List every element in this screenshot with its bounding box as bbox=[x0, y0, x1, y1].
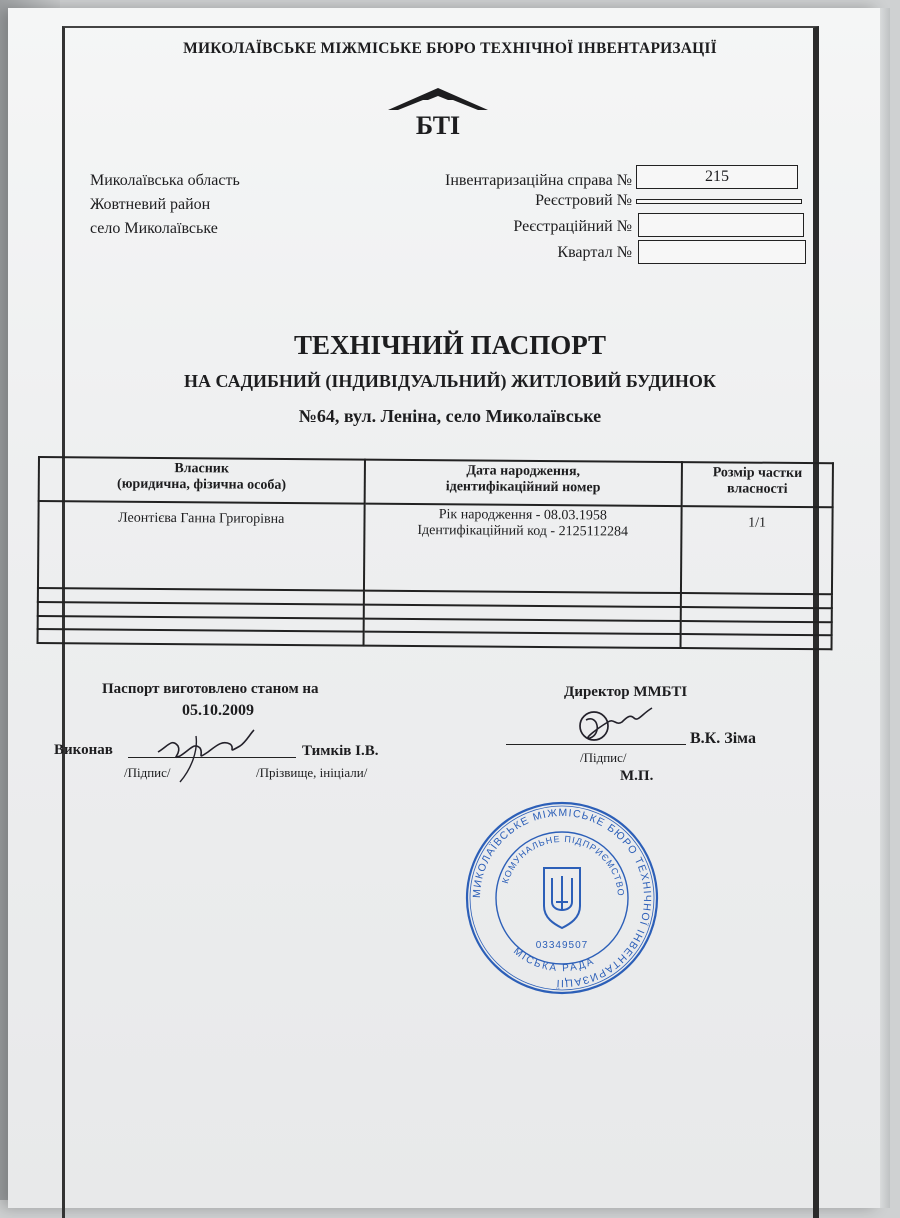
oblast: Миколаївська область bbox=[90, 172, 240, 189]
table-row bbox=[38, 501, 833, 594]
executor-sign-caption: /Підпис/ bbox=[124, 765, 171, 780]
owner-name: Леонтієва Ганна Григорівна bbox=[38, 501, 364, 591]
block-number bbox=[638, 240, 806, 264]
stamp-inner-text: КОМУНАЛЬНЕ ПІДПРИЄМСТВО bbox=[500, 833, 627, 898]
registration-number bbox=[638, 213, 804, 237]
block-label: Квартал № bbox=[557, 244, 632, 261]
bureau-name: МИКОЛАЇВСЬКЕ МІЖМІСЬКЕ БЮРО ТЕХНІЧНОЇ ІНВЕНТАРИЗАЦІЇ bbox=[183, 40, 717, 57]
registry-label: Реєстровий № bbox=[535, 192, 632, 209]
prepared-label: Паспорт виготовлено станом на bbox=[102, 681, 319, 697]
director-signature bbox=[568, 700, 658, 752]
birth-column-header: Дата народження, ідентифікаційний номер bbox=[364, 460, 682, 506]
stamp-bottom-text: МІСЬКА РАДА bbox=[511, 945, 597, 975]
prepared-date: 05.10.2009 bbox=[182, 702, 254, 719]
trident-emblem-icon bbox=[544, 868, 580, 928]
executor-name: Тимків І.В. bbox=[302, 743, 379, 759]
owner-column-header: Власник (юридична, фізична особа) bbox=[39, 457, 365, 504]
share-column-header: Розмір частки власності bbox=[682, 462, 833, 507]
executor-label: Виконав bbox=[54, 742, 113, 758]
inventory-number: 215 bbox=[636, 165, 798, 189]
director-name: В.К. Зіма bbox=[690, 730, 756, 747]
registration-label: Реєстраційний № bbox=[513, 218, 632, 235]
director-label: Директор ММБТІ bbox=[564, 684, 688, 700]
document-subtitle: НА САДИБНИЙ (ІНДИВІДУАЛЬНИЙ) ЖИТЛОВИЙ БУДИНОК bbox=[184, 371, 716, 391]
owner-birth-id: Рік народження - 08.03.1958 Ідентифікаційний код - 2125112284 bbox=[363, 504, 681, 594]
village: село Миколаївське bbox=[90, 220, 218, 237]
logo-text: БТІ bbox=[415, 111, 461, 138]
seal-label: М.П. bbox=[620, 768, 654, 784]
raion: Жовтневий район bbox=[90, 196, 211, 213]
table-header-row bbox=[39, 457, 833, 507]
sheet-edge bbox=[880, 8, 890, 1208]
bureau-stamp bbox=[462, 798, 662, 998]
owners-table bbox=[37, 456, 834, 650]
stamp-code: 03349507 bbox=[535, 940, 589, 951]
svg-text:КОМУНАЛЬНЕ ПІДПРИЄМСТВО bbox=[500, 834, 626, 897]
bti-logo bbox=[378, 86, 498, 138]
inventory-label: Інвентаризаційна справа № bbox=[445, 172, 632, 189]
document-title: ТЕХНІЧНИЙ ПАСПОРТ bbox=[293, 330, 607, 360]
executor-name-caption: /Прізвище, ініціали/ bbox=[256, 765, 368, 780]
director-sign-caption: /Підпис/ bbox=[580, 750, 627, 765]
owner-share: 1/1 bbox=[681, 506, 833, 594]
stamp-outer-text: МИКОЛАЇВСЬКЕ МІЖМІСЬКЕ БЮРО ТЕХНІЧНОЇ ІНВЕНТАРИЗАЦІЇ bbox=[470, 806, 654, 990]
property-address: №64, вул. Леніна, село Миколаївське bbox=[298, 406, 602, 426]
registry-number bbox=[636, 199, 802, 204]
